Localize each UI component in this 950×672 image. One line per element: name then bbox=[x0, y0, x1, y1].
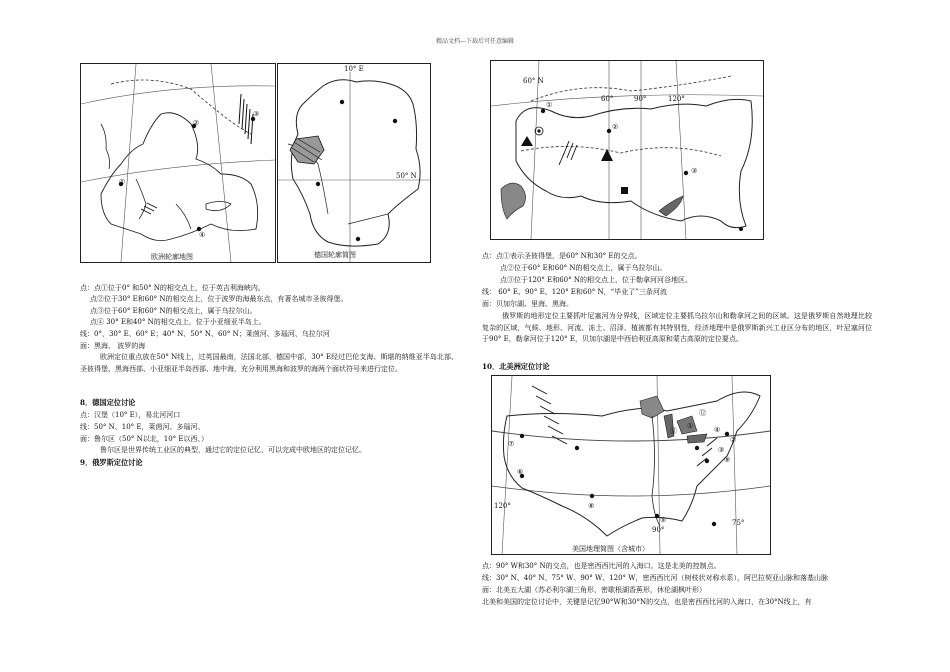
russia-map bbox=[490, 60, 764, 240]
russia-mark-3: ③ bbox=[691, 167, 698, 175]
germany-paragraph: 鲁尔区是世界传统工业区的典型，通过它的定位记忆，可以完成中欧地区的定位记忆。 bbox=[100, 446, 366, 454]
europe-mark-3: ③ bbox=[253, 110, 260, 118]
russia-point-2: 点②位于60° E和60° N的相交点上，属于乌拉尔山。 bbox=[500, 264, 667, 272]
germany-map bbox=[277, 63, 431, 263]
usa-lon-75: 75° bbox=[732, 519, 745, 527]
russia-point-3: 点③位于120° E和60° N的相交点上，位于勒拿河河谷地区。 bbox=[500, 276, 692, 284]
europe-point-4: 点④ 30° E和40° N的相交点上，位于小亚细亚半岛上。 bbox=[90, 318, 266, 326]
section-10-title: 10．北美洲定位讨论 bbox=[482, 362, 550, 371]
usa-mark-7: ⑦ bbox=[508, 440, 515, 448]
europe-point-2: 点②位于30° E和60° N的相交点上，位于波罗的海最东点，有著名城市圣彼得堡。 bbox=[90, 295, 348, 303]
germany-map-caption: 德国轮廓简图 bbox=[314, 251, 356, 259]
europe-mark-2: ② bbox=[193, 119, 200, 127]
russia-mark-1: ① bbox=[546, 101, 553, 109]
usa-mark-5: ⑤ bbox=[660, 516, 667, 524]
usa-point: 点：90° W和30° N的交点，也是密西西比河的入海口。这是北美的控制点。 bbox=[482, 562, 721, 570]
usa-line: 线：30° N、40° N、75° W、90° W、120° W，密西西比河（树枝状对称水系），阿巴拉契亚山脉和落基山脉 bbox=[482, 574, 828, 582]
usa-lon-90: 90° bbox=[652, 526, 665, 534]
section-8-title: 8．德国定位讨论 bbox=[80, 398, 136, 407]
russia-mark-2: ② bbox=[612, 123, 619, 131]
usa-lon-120: 120° bbox=[494, 502, 511, 510]
europe-lines: 线：0°，30° E、60° E；40° N、50° N、60° N；莱茵河、多瑙河、乌拉尔河 bbox=[80, 330, 330, 338]
usa-mark-6: ⑥ bbox=[517, 468, 524, 476]
germany-lon-label: 10° E bbox=[344, 65, 364, 73]
germany-lat-label: 50° N bbox=[396, 172, 417, 180]
europe-map bbox=[80, 63, 276, 263]
usa-mark-11: ⑪ bbox=[670, 427, 677, 435]
europe-mark-4: ④ bbox=[199, 231, 206, 239]
germany-area: 面：鲁尔区（50° N以北，10° E以西、） bbox=[80, 435, 208, 443]
russia-paragraph: 俄罗斯的地形定位主要抓叶尼塞河为分界线，区域定位主要抓乌拉尔山和勒拿河之间的区域。这是俄罗斯自然地理比较复杂的区域，气候、地形、河流、冻土、沼泽、植被都有其特别性，经济地理中是俄罗斯新兴工业区分布的地区，叶尼塞河位于90° E，勒拿河位于120° E，贝加尔湖是中西伯利亚高原和蒙古高原的定位要点。 bbox=[482, 312, 872, 343]
germany-point: 点：汉堡（10° E），易北河河口 bbox=[80, 411, 181, 419]
russia-lon-60: 60° bbox=[601, 95, 614, 103]
russia-lat-label: 60° N bbox=[523, 77, 544, 85]
europe-points: 点：点①位于0° 和50° N的相交点上，位于英吉利海峡内。 bbox=[80, 284, 265, 292]
usa-paragraph: 北美和美国的定位讨论中，关键是记忆90°W和30°N的交点，也是密西西比河的入海口，在30°N线上，有 bbox=[482, 598, 812, 606]
europe-point-3: 点③位于60° E和60° N的相交点上，属于乌拉尔山。 bbox=[90, 307, 257, 315]
europe-areas: 面：黑海、 波罗的海 bbox=[80, 342, 146, 350]
usa-mark-8: ⑧ bbox=[588, 502, 595, 510]
europe-map-caption: 欧洲轮廓地图 bbox=[151, 253, 193, 261]
usa-mark-9: ⑨ bbox=[724, 456, 731, 464]
germany-line: 线：50° N、10° E，莱茵河、多瑙河。 bbox=[80, 423, 205, 431]
usa-mark-3: ③ bbox=[718, 446, 725, 454]
russia-areas: 面：贝加尔湖、里海、黑海。 bbox=[482, 300, 573, 308]
usa-mark-4: ④ bbox=[714, 426, 721, 434]
usa-map-caption: 美国地理简图（含城市） bbox=[572, 545, 649, 553]
russia-lon-90: 90° bbox=[634, 95, 647, 103]
usa-map bbox=[491, 375, 771, 555]
russia-lines: 线： 60° E、90° E、120° E和60° N，“毕业了”三条河流 bbox=[482, 288, 667, 296]
russia-lon-120: 120° bbox=[668, 95, 685, 103]
usa-area: 面：北美五大湖（苏必利尔湖三角形，密歇根湖香蕉形，休伦湖枫叶形） bbox=[482, 586, 706, 594]
usa-mark-2: ② bbox=[730, 436, 737, 444]
page-header: 精品文档---下载后可任意编辑 bbox=[435, 38, 515, 45]
section-9-title: 9．俄罗斯定位讨论 bbox=[80, 458, 143, 467]
usa-mark-12: ⑫ bbox=[699, 409, 706, 417]
usa-mark-1: ① bbox=[687, 422, 694, 430]
russia-point-1: 点：点①表示圣彼得堡，是60° N和30° E的交点。 bbox=[482, 252, 642, 260]
europe-mark-1: ① bbox=[119, 178, 126, 186]
europe-paragraph: 欧洲定位重点放在50° N线上，过英国最南，法国北部，德国中部，30° E经过巴伦支海、斯堪的纳维亚半岛北部、圣彼得堡、黑海西部、小亚细亚半岛西部、地中海，充分利用黑海和波罗的海两个面状符号来进行定位。 bbox=[80, 353, 458, 373]
